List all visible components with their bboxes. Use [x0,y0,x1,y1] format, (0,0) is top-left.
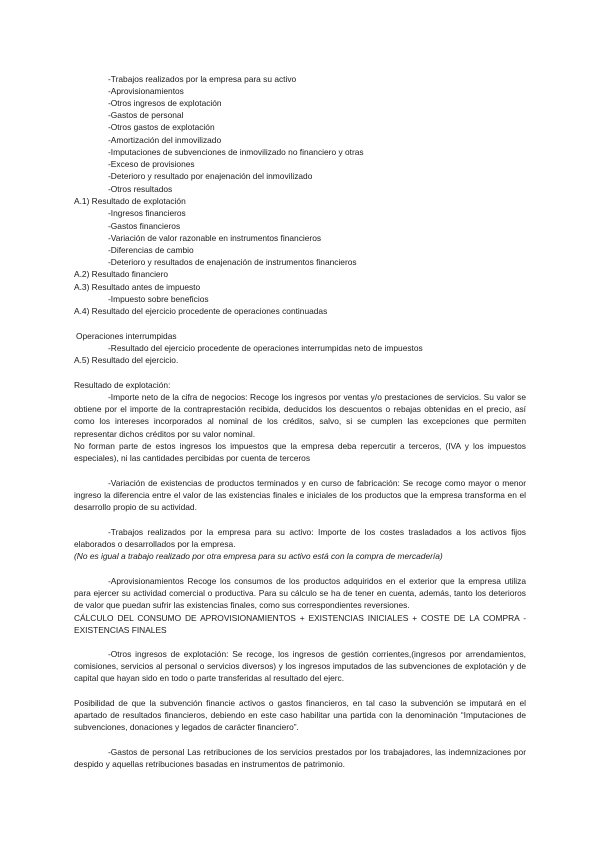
list-item: -Impuesto sobre beneficios [108,294,209,304]
list-item: -Resultado del ejercicio procedente de operaciones interrumpidas neto de impuestos [108,343,423,353]
section-title: Operaciones interrumpidas [76,331,177,341]
list-item: -Otros resultados [108,184,173,194]
list-item: -Trabajos realizados por la empresa para su activo [108,74,297,84]
paragraph-text: -Gastos de personal Las retribuciones de los servicios prestados por los trabajadores, las indemnizaciones por despido y aquellas retribuciones basadas en instrumentos de patrimonio. [74,747,526,770]
list-item: -Ingresos financieros [108,208,186,218]
paragraph-otros-ingresos [74,648,526,685]
list-item: -Otros ingresos de explotación [108,98,222,108]
paragraph-trabajos [74,526,526,563]
paragraph-note: (No es igual a trabajo realizado por otra empresa para su activo está con la compra de mercadería) [74,551,443,562]
heading-a3: A.3) Resultado antes de impuesto [74,282,201,292]
list-item: -Otros gastos de explotación [108,122,215,132]
heading-a4: A.4) Resultado del ejercicio procedente de operaciones continuadas [74,306,328,316]
heading-a2: A.2) Resultado financiero [74,269,169,279]
paragraph-text: Posibilidad de que la subvención financie activos o gastos financieros, en tal caso la subvención se imputará en el apartado de resultados financieros, debiendo en este caso habilitar una partida con la denominación “Imputaciones de subvenciones, donaciones y legados de carácter financiero”. [74,698,526,733]
list-item: -Deterioro y resultado por enajenación del inmovilizado [108,171,313,181]
paragraph-gastos-personal [74,746,526,770]
heading-a1: A.1) Resultado de explotación [74,196,186,206]
paragraph-variacion [74,477,526,514]
list-item: -Gastos de personal [108,110,184,120]
section-title: Resultado de explotación: [74,380,171,390]
list-item: -Aprovisionamientos [108,86,184,96]
list-item: -Deterioro y resultados de enajenación de instrumentos financieros [108,257,357,267]
paragraph-posibilidad [74,697,526,734]
paragraph-text: -Variación de existencias de productos terminados y en curso de fabricación: Se recoge como mayor o menor ingreso la diferencia entre el valor de las existencias finales e iniciales de los productos que la empresa transforma en el desarrollo propio de su actividad. [74,478,526,513]
list-item: -Amortización del inmovilizado [108,135,222,145]
paragraph-text: CÁLCULO DEL CONSUMO DE APROVISIONAMIENTOS + EXISTENCIAS INICIALES + COSTE DE LA COMPRA - EXISTENCIAS FINALES [74,612,526,635]
paragraph-text: No forman parte de estos ingresos los impuestos que la empresa deba repercutir a terceros, (IVA y los impuestos especiales), ni las cantidades percibidas por cuenta de terceros [74,440,526,464]
list-item: -Diferencias de cambio [108,245,194,255]
paragraph-importe [74,391,526,464]
list-item: -Exceso de provisiones [108,159,195,169]
list-item: -Imputaciones de subvenciones de inmovilizado no financiero y otras [108,147,364,157]
paragraph-aprovisionamientos [74,575,526,636]
paragraph-text: -Otros ingresos de explotación: Se recoge, los ingresos de gestión corrientes,(ingresos por arrendamientos, comisiones, servicios al personal o servicios diversos) y los ingresos imputados de las subvenciones de explotación y de capital que hayan sido en todo o parte transferidas al resultado del ejerc. [74,649,526,684]
paragraph-text: -Trabajos realizados por la empresa para su activo: Importe de los costes trasladados a los activos fijos elaborados o desarrollados por la empresa. [74,527,526,550]
list-item: -Gastos financieros [108,221,181,231]
heading-a5: A.5) Resultado del ejercicio. [74,355,179,365]
paragraph-text: -Aprovisionamientos Recoge los consumos de los productos adquiridos en el exterior que la empresa utiliza para ejercer su actividad comercial o productiva. Para su cálculo se ha de tener en cuenta, además, tanto los deterioros de valor que puedan sufrir las existencias finales, como sus correspondientes reversiones. [74,576,526,611]
paragraph-text: -Importe neto de la cifra de negocios: Recoge los ingresos por ventas y/o prestaciones de servicios. Su valor se obtiene por el importe de la contraprestación recibida, deducidos los descuentos o rebajas obtenidas en el precio, así como los intereses incorporados al nominal de los créditos, salvo, si se cumplen las excepciones que permiten representar dichos créditos por su valor nominal. [74,392,526,439]
list-item: -Variación de valor razonable en instrumentos financieros [108,233,322,243]
